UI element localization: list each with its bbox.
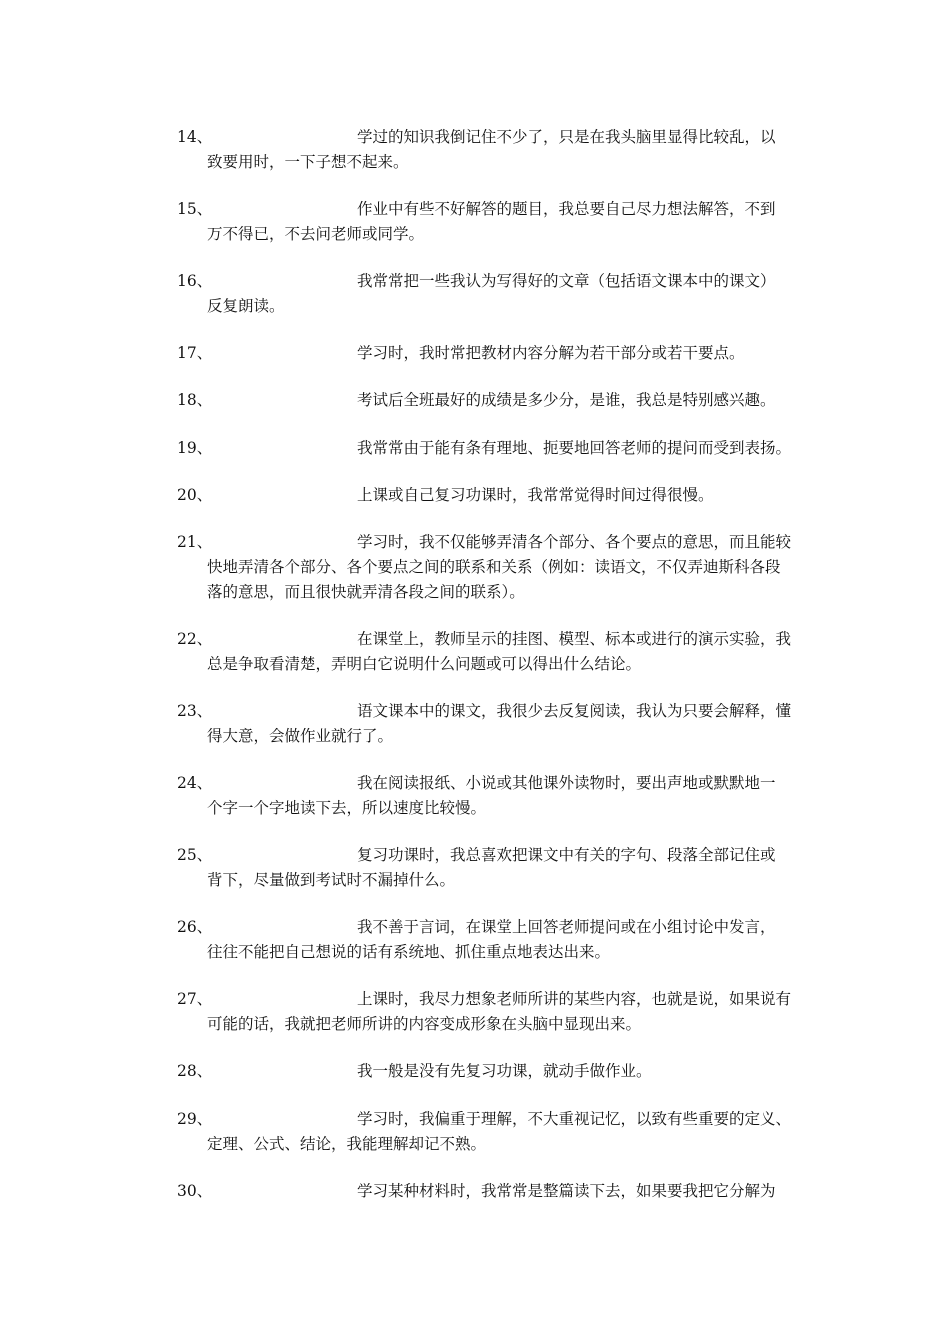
item-text-line: 个字一个字地读下去，所以速度比较慢。 <box>207 799 487 817</box>
item-text-line: 我不善于言词，在课堂上回答老师提问或在小组讨论中发言， <box>357 918 776 936</box>
item-number: 26、 <box>177 918 213 936</box>
item-text <box>177 125 827 175</box>
item-number: 24、 <box>177 774 213 792</box>
item-text-line: 复习功课时，我总喜欢把课文中有关的字句、段落全部记住或 <box>357 846 776 864</box>
item-number: 28、 <box>177 1062 213 1080</box>
question-item-19 <box>177 436 827 461</box>
item-text <box>177 530 827 605</box>
item-text-line: 我在阅读报纸、小说或其他课外读物时，要出声地或默默地一 <box>357 774 776 792</box>
item-text-line: 学习时，我偏重于理解，不大重视记忆，以致有些重要的定义、 <box>357 1110 792 1128</box>
item-number: 21、 <box>177 533 213 551</box>
item-text-line: 上课时，我尽力想象老师所讲的某些内容，也就是说，如果说有 <box>357 990 792 1008</box>
question-item-22 <box>177 627 827 677</box>
item-text-line: 语文课本中的课文，我很少去反复阅读，我认为只要会解释，懂 <box>357 702 792 720</box>
item-number: 14、 <box>177 128 213 146</box>
item-text <box>177 388 827 413</box>
item-text-line: 可能的话，我就把老师所讲的内容变成形象在头脑中显现出来。 <box>207 1015 642 1033</box>
question-item-17 <box>177 341 827 366</box>
item-text <box>177 436 827 461</box>
item-text <box>177 627 827 677</box>
item-number: 16、 <box>177 272 213 290</box>
item-text-line: 落的意思，而且很快就弄清各段之间的联系）。 <box>207 583 525 601</box>
item-text-line: 学习时，我时常把教材内容分解为若干部分或若干要点。 <box>357 344 745 362</box>
item-text <box>177 341 827 366</box>
item-text <box>177 1107 827 1157</box>
item-number: 18、 <box>177 391 213 409</box>
item-number: 20、 <box>177 486 213 504</box>
item-number: 22、 <box>177 630 213 648</box>
question-item-29 <box>177 1107 827 1157</box>
question-item-26 <box>177 915 827 965</box>
item-text <box>177 843 827 893</box>
question-item-25 <box>177 843 827 893</box>
item-text <box>177 987 827 1037</box>
item-text-line: 学过的知识我倒记住不少了，只是在我头脑里显得比较乱，以 <box>357 128 776 146</box>
item-text-line: 万不得已，不去问老师或同学。 <box>207 225 425 243</box>
question-item-21 <box>177 530 827 605</box>
item-number: 15、 <box>177 200 213 218</box>
question-item-18 <box>177 388 827 413</box>
item-text-line: 反复朗读。 <box>207 297 285 315</box>
item-text-line: 在课堂上，教师呈示的挂图、模型、标本或进行的演示实验，我 <box>357 630 792 648</box>
item-text-line: 定理、公式、结论，我能理解却记不熟。 <box>207 1135 487 1153</box>
question-item-28 <box>177 1059 827 1084</box>
item-text-line: 致要用时，一下子想不起来。 <box>207 153 409 171</box>
item-text <box>177 699 827 749</box>
item-text-line: 作业中有些不好解答的题目，我总要自己尽力想法解答，不到 <box>357 200 776 218</box>
item-text-line: 我一般是没有先复习功课，就动手做作业。 <box>357 1062 652 1080</box>
question-item-16 <box>177 269 827 319</box>
item-text-line: 快地弄清各个部分、各个要点之间的联系和关系（例如：读语文，不仅弄迪斯科各段 <box>207 558 781 576</box>
item-text-line: 总是争取看清楚，弄明白它说明什么问题或可以得出什么结论。 <box>207 655 642 673</box>
item-text <box>177 197 827 247</box>
item-text <box>177 771 827 821</box>
item-text-line: 上课或自己复习功课时，我常常觉得时间过得很慢。 <box>357 486 714 504</box>
item-text <box>177 915 827 965</box>
question-item-24 <box>177 771 827 821</box>
item-text <box>177 1059 827 1084</box>
question-item-23 <box>177 699 827 749</box>
item-text-line: 背下，尽量做到考试时不漏掉什么。 <box>207 871 456 889</box>
item-number: 29、 <box>177 1110 213 1128</box>
item-number: 17、 <box>177 344 213 362</box>
question-item-14 <box>177 125 827 175</box>
item-text <box>177 269 827 319</box>
item-text-line: 我常常由于能有条有理地、扼要地回答老师的提问而受到表扬。 <box>357 439 792 457</box>
item-number: 30、 <box>177 1182 213 1200</box>
item-text-line: 学习某种材料时，我常常是整篇读下去，如果要我把它分解为 <box>357 1182 776 1200</box>
item-text-line: 学习时，我不仅能够弄清各个部分、各个要点的意思，而且能较 <box>357 533 792 551</box>
item-text-line: 得大意，会做作业就行了。 <box>207 727 394 745</box>
item-text-line: 考试后全班最好的成绩是多少分，是谁，我总是特别感兴趣。 <box>357 391 776 409</box>
question-item-27 <box>177 987 827 1037</box>
item-text-line: 我常常把一些我认为写得好的文章（包括语文课本中的课文） <box>357 272 776 290</box>
question-item-15 <box>177 197 827 247</box>
item-number: 25、 <box>177 846 213 864</box>
item-text <box>177 1179 827 1204</box>
question-item-20 <box>177 483 827 508</box>
item-number: 19、 <box>177 439 213 457</box>
item-number: 23、 <box>177 702 213 720</box>
item-number: 27、 <box>177 990 213 1008</box>
item-text-line: 往往不能把自己想说的话有系统地、抓住重点地表达出来。 <box>207 943 611 961</box>
question-item-30 <box>177 1179 827 1204</box>
item-text <box>177 483 827 508</box>
